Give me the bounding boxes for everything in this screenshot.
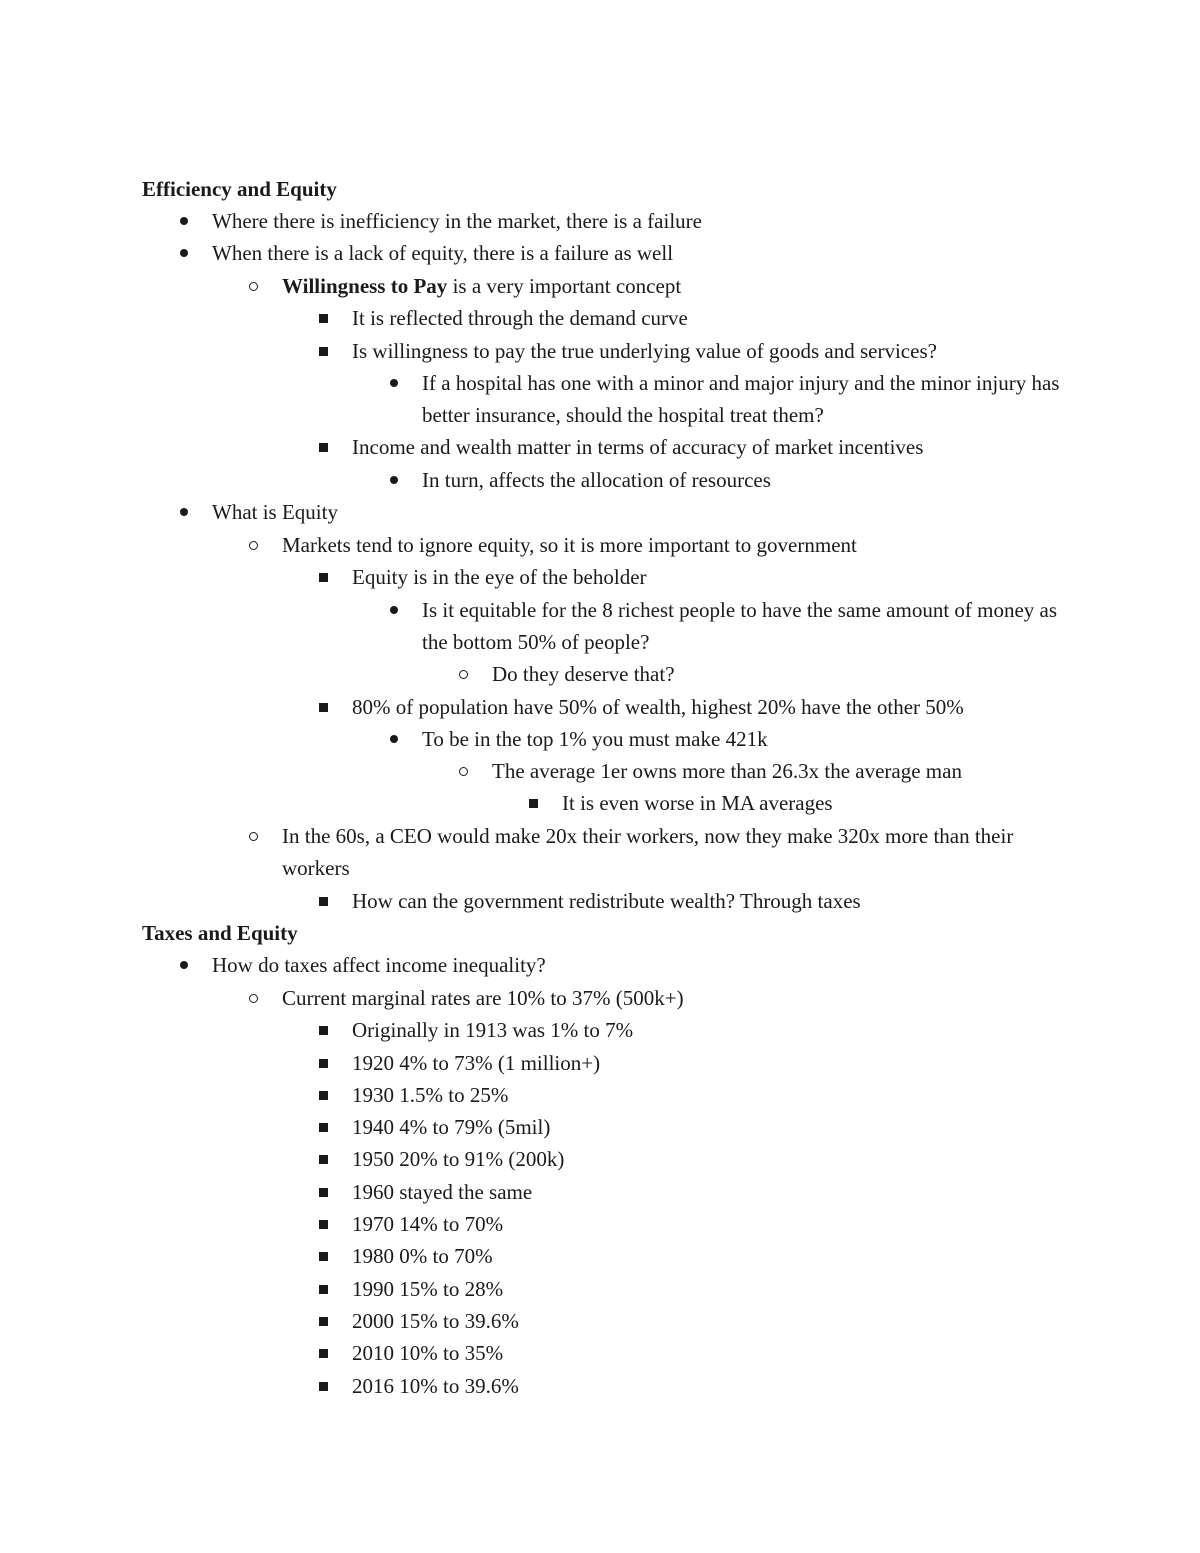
list-item: 1960 stayed the same	[352, 1180, 533, 1204]
list-item: To be in the top 1% you must make 421k	[422, 727, 768, 751]
list-item: 1990 15% to 28%	[352, 1277, 504, 1301]
list-item: In the 60s, a CEO would make 20x their workers, now they make 320x more than their workers	[282, 824, 1014, 881]
list-item: Where there is inefficiency in the market, there is a failure	[212, 209, 702, 233]
list-item: 2016 10% to 39.6%	[352, 1374, 519, 1398]
list-item: 1930 1.5% to 25%	[352, 1083, 509, 1107]
list-item: Current marginal rates are 10% to 37% (500k+)	[282, 986, 684, 1010]
list-item: 1970 14% to 70%	[352, 1212, 504, 1236]
list-item: Markets tend to ignore equity, so it is more important to government	[282, 533, 857, 557]
list-item: How do taxes affect income inequality?	[212, 953, 546, 977]
list-item: Income and wealth matter in terms of accuracy of market incentives	[352, 435, 924, 459]
list-item: Willingness to Pay is a very important concept	[282, 274, 682, 298]
list-item: 1980 0% to 70%	[352, 1244, 493, 1268]
list-item: 80% of population have 50% of wealth, highest 20% have the other 50%	[352, 695, 964, 719]
list-item: It is reflected through the demand curve	[352, 306, 688, 330]
list-item: If a hospital has one with a minor and major injury and the minor injury has better insurance, should the hospital treat them?	[422, 371, 1060, 428]
list-item: 1950 20% to 91% (200k)	[352, 1147, 565, 1171]
list-item: Do they deserve that?	[492, 662, 675, 686]
list-item: 2010 10% to 35%	[352, 1341, 504, 1365]
list-item: In turn, affects the allocation of resources	[422, 468, 771, 492]
list-item: When there is a lack of equity, there is a failure as well	[212, 241, 674, 265]
section-heading-taxes-equity: Taxes and Equity	[142, 921, 298, 945]
list-item: What is Equity	[212, 500, 338, 524]
list-item: Equity is in the eye of the beholder	[352, 565, 647, 589]
list-item: 1920 4% to 73% (1 million+)	[352, 1051, 601, 1075]
list-item: Is it equitable for the 8 richest people to have the same amount of money as the bottom 50% of people?	[422, 598, 1058, 655]
list-item: How can the government redistribute wealth? Through taxes	[352, 889, 861, 913]
list-item: Originally in 1913 was 1% to 7%	[352, 1018, 634, 1042]
list-item: The average 1er owns more than 26.3x the average man	[492, 759, 962, 783]
list-item: It is even worse in MA averages	[562, 791, 833, 815]
list-item: 2000 15% to 39.6%	[352, 1309, 519, 1333]
list-item: 1940 4% to 79% (5mil)	[352, 1115, 551, 1139]
section-heading-efficiency-equity: Efficiency and Equity	[142, 177, 337, 201]
list-item: Is willingness to pay the true underlying value of goods and services?	[352, 339, 937, 363]
